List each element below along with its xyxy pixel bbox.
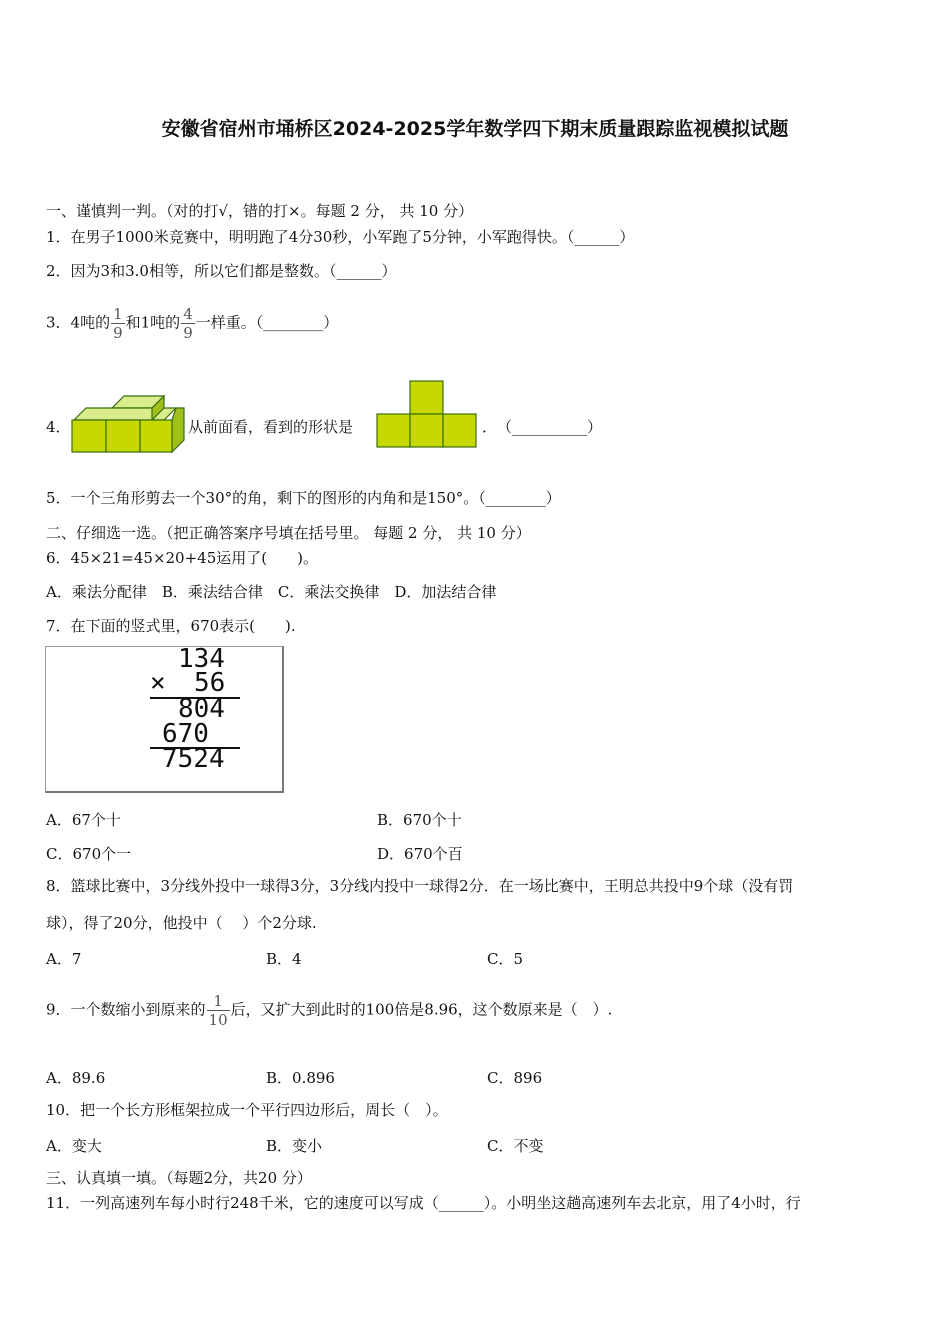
question-7: 7．在下面的竖式里，670表示( ).: [46, 617, 296, 635]
multiplicand: 134: [178, 644, 225, 674]
partial-product-1: 804: [178, 694, 225, 724]
q9-option-c: C．896: [487, 1069, 543, 1087]
question-11: 11．一列高速列车每小时行248千米，它的速度可以写成（______）。小明坐这趟高速列车去北京，用了4小时，行: [46, 1194, 801, 1212]
question-6-options: A．乘法分配律 B．乘法结合律 C．乘法交换律 D．加法结合律: [46, 583, 497, 601]
q8-option-a: A．7: [46, 950, 82, 968]
question-5: 5．一个三角形剪去一个30°的角，剩下的图形的内角和是150°。（________）: [46, 489, 561, 507]
q10-option-b: B．变小: [266, 1137, 323, 1155]
q7-option-a: A．67个十: [46, 811, 121, 829]
q10-option-a: A．变大: [46, 1137, 102, 1155]
partial-product-2: 670: [162, 719, 209, 749]
question-9: 9．一个数缩小到原来的 $\frac{1}{10}$ 后，又扩大到此时的100倍是8.96，这个数原来是（ ）.: [46, 992, 613, 1029]
question-8-line-1: 8．篮球比赛中，3分线外投中一球得3分，3分线内投中一球得2分．在一场比赛中，王明总共投中9个球（没有罚: [46, 877, 794, 895]
section-2-heading: 二、仔细选一选。（把正确答案序号填在括号里。 每题 2 分， 共 10 分）: [46, 524, 531, 542]
q9-option-b: B．0.896: [266, 1069, 335, 1087]
page-title: 安徽省宿州市埇桥区2024-2025学年数学四下期末质量跟踪监视模拟试题: [161, 118, 789, 140]
section-3-heading: 三、认真填一填。（每题2分，共20 分）: [46, 1169, 312, 1187]
question-4-answer: ． （__________）: [482, 418, 603, 436]
q8-option-c: C．5: [487, 950, 524, 968]
q7-option-d: D．670个百: [377, 845, 463, 863]
product: 7524: [162, 744, 225, 774]
section-1-heading: 一、谨慎判一判。（对的打√，错的打×。每题 2 分， 共 10 分）: [46, 202, 474, 220]
q9-option-a: A．89.6: [46, 1069, 106, 1087]
question-4-number: 4．: [46, 418, 71, 436]
question-8-line-2: 球），得了20分，他投中（ ）个2分球.: [46, 914, 317, 932]
question-6: 6．45×21=45×20+45运用了( )。: [46, 549, 318, 567]
question-3: 3．4吨的 $\frac{1}{9}$ 和1吨的 $\frac{4}{9}$ 一样重。（________）: [46, 305, 339, 342]
vertical-multiplication-figure: [45, 646, 284, 793]
fraction-four-ninths: $\frac{4}{9}$: [183, 305, 193, 342]
front-view-figure: [375, 379, 479, 449]
cube-stack-figure: [70, 394, 188, 454]
fraction-one-ninth: $\frac{1}{9}$: [113, 305, 123, 342]
multiplier: 56: [194, 668, 226, 698]
multiply-sign: ×: [150, 668, 166, 698]
q10-option-c: C．不变: [487, 1137, 544, 1155]
q7-option-b: B．670个十: [377, 811, 462, 829]
q8-option-b: B．4: [266, 950, 302, 968]
q7-option-c: C．670个一: [46, 845, 132, 863]
question-4-text: 从前面看，看到的形状是: [188, 418, 354, 436]
question-2: 2．因为3和3.0相等，所以它们都是整数。（______）: [46, 262, 397, 280]
question-1: 1．在男子1000米竞赛中，明明跑了4分30秒，小军跑了5分钟，小军跑得快。（______）: [46, 228, 635, 246]
question-10: 10．把一个长方形框架拉成一个平行四边形后，周长（ ）。: [46, 1101, 448, 1119]
fraction-one-tenth: $\frac{1}{10}$: [208, 992, 228, 1029]
